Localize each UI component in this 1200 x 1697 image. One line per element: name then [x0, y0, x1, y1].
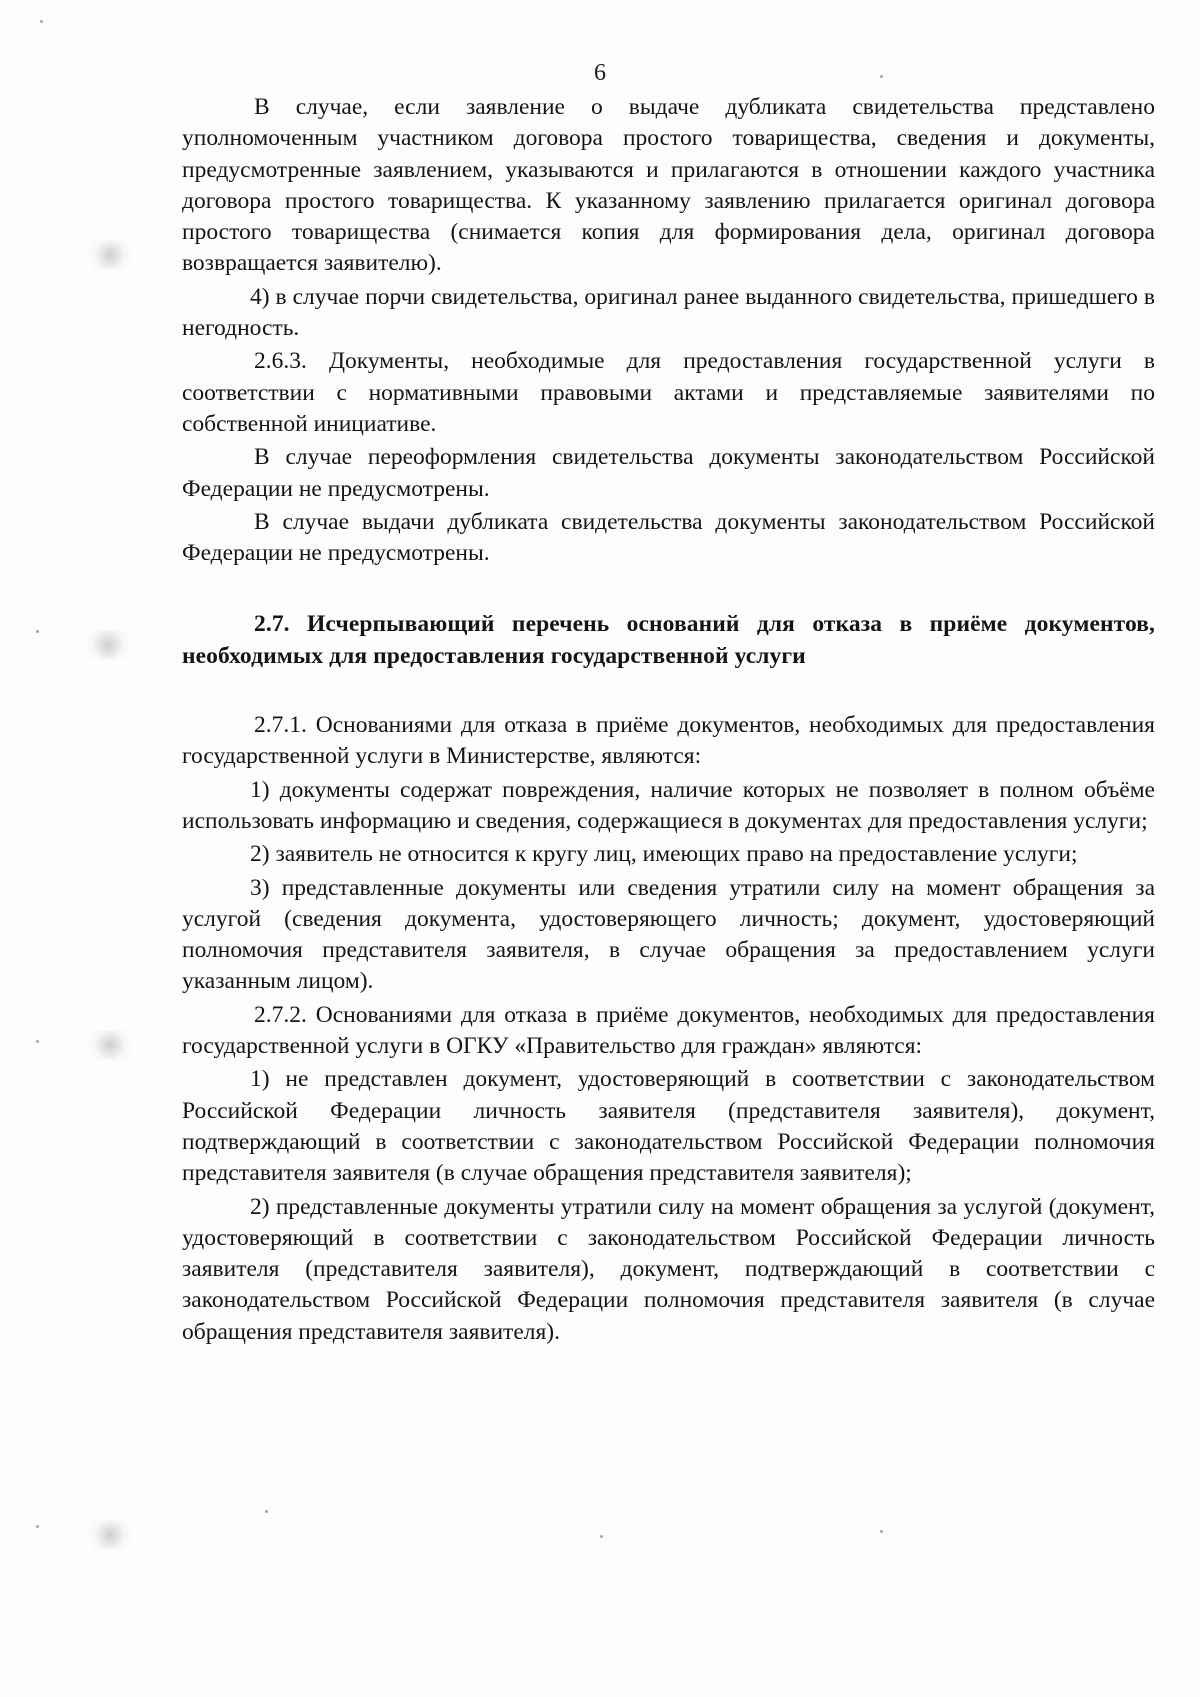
scan-dot	[40, 20, 43, 23]
scan-dot	[265, 1510, 268, 1513]
list-item: 1) не представлен документ, удостоверяющий в соответствии с законодательством Российской Федерации личность заявителя (представителя заявителя), документ, подтверждающий в соответствии с законодательством Российской Федерации полномочия представителя заявителя (в случае обращения представителя заявителя);	[182, 1066, 1155, 1187]
scan-artifact	[80, 1520, 140, 1550]
scan-artifact	[78, 630, 138, 660]
scan-dot	[36, 1040, 39, 1043]
page-number: 6	[594, 60, 606, 86]
list-item: 4) в случае порчи свидетельства, оригинал ранее выданного свидетельства, пришедшего в негодность.	[182, 283, 1155, 342]
document-body	[182, 92, 1155, 1350]
scan-dot	[880, 1530, 883, 1533]
scan-artifact	[80, 240, 140, 270]
paragraph: 2.7.2. Основаниями для отказа в приёме документов, необходимых для предоставления государственной услуги в ОГКУ «Правительство для граждан» являются:	[182, 1001, 1155, 1060]
list-item: 3) представленные документы или сведения утратили силу на момент обращения за услугой (сведения документа, удостоверяющего личность; документ, удостоверяющий полномочия представителя заявителя, в случае обращения за предоставлением услуги указанным лицом).	[182, 874, 1155, 995]
paragraph: В случае выдачи дубликата свидетельства документы законодательством Российской Федерации не предусмотрены.	[182, 508, 1155, 567]
scan-dot	[36, 1525, 39, 1528]
paragraph: 2.7.1. Основаниями для отказа в приёме документов, необходимых для предоставления государственной услуги в Министерстве, являются:	[182, 712, 1155, 770]
scan-artifact	[80, 1030, 140, 1060]
list-item: 2) заявитель не относится к кругу лиц, имеющих право на предоставление услуги;	[250, 841, 1078, 868]
paragraph: В случае, если заявление о выдаче дубликата свидетельства представлено уполномоченным участником договора простого товарищества, сведения и документы, предусмотренные заявлением, указываются и прилагаются в отношении каждого участника договора простого товарищества. К указанному заявлению прилагается оригинал договора простого товарищества (снимается копия для формирования дела, оригинал договора возвращается заявителю).	[182, 94, 1155, 277]
list-item: 2) представленные документы утратили силу на момент обращения за услугой (документ, удостоверяющий в соответствии с законодательством Российской Федерации личность заявителя (представителя заявителя), документ, подтверждающий в соответствии с законодательством Российской Федерации полномочия представителя заявителя (в случае обращения представителя заявителя).	[182, 1193, 1155, 1345]
scan-dot	[36, 630, 39, 633]
list-item: 1) документы содержат повреждения, наличие которых не позволяет в полном объёме использовать информацию и сведения, содержащиеся в документах для предоставления услуги;	[182, 776, 1155, 834]
paragraph: В случае переоформления свидетельства документы законодательством Российской Федерации не предусмотрены.	[182, 444, 1155, 502]
section-heading: 2.7. Исчерпывающий перечень оснований для отказа в приёме документов, необходимых для предоставления государственной услуги	[182, 611, 1155, 669]
paragraph: 2.6.3. Документы, необходимые для предоставления государственной услуги в соответствии с нормативными правовыми актами и представляемые заявителями по собственной инициативе.	[182, 348, 1155, 437]
scan-dot	[600, 1535, 603, 1538]
